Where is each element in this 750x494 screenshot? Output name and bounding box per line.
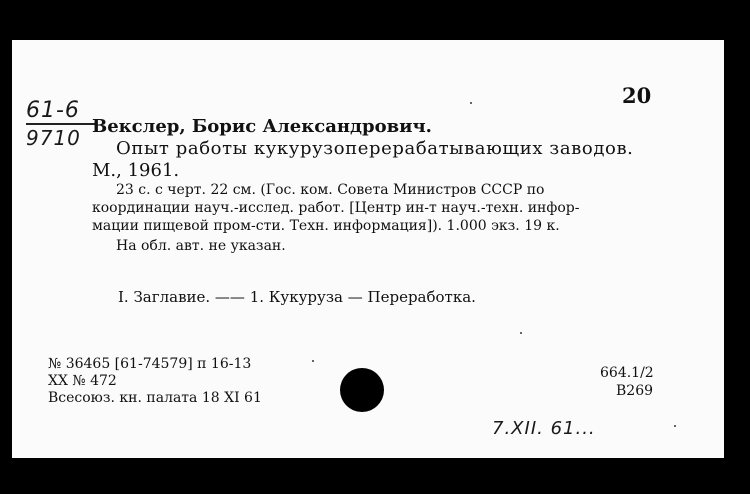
ink-speck	[312, 360, 314, 362]
punch-hole	[340, 368, 384, 412]
catalog-card	[12, 40, 724, 458]
ink-speck	[520, 332, 522, 334]
registry-line: XX № 472	[48, 373, 117, 389]
imprint-line: М., 1961.	[92, 160, 180, 181]
udc-classification: 664.1/2	[600, 365, 654, 381]
description-line: мации пищевой пром-сти. Техн. информация]). 1.000 экз. 19 к.	[92, 218, 560, 234]
tracing-line: I. Заглавие. —— 1. Кукуруза — Переработка.	[118, 288, 476, 306]
card-number: 20	[622, 83, 652, 108]
ink-speck	[470, 102, 472, 104]
title-line: Опыт работы кукурузоперерабатывающих заводов.	[116, 138, 634, 159]
description-line: координации науч.-исслед. работ. [Центр ин-т науч.-техн. инфор-	[92, 200, 580, 216]
handwritten-note: 7.XII. 61...	[492, 418, 596, 439]
author-heading: Векслер, Борис Александрович.	[92, 116, 432, 137]
registry-line: № 36465 [61-74579] п 16-13	[48, 356, 252, 372]
description-line: 23 с. с черт. 22 см. (Гос. ком. Совета Министров СССР по	[116, 182, 545, 198]
publisher-line: Всесоюз. кн. палата 18 XI 61	[48, 390, 262, 406]
call-number-divider	[26, 123, 96, 125]
call-number-top: 61-6	[26, 98, 80, 123]
author-mark: В269	[616, 383, 654, 399]
note-line: На обл. авт. не указан.	[116, 238, 286, 254]
ink-speck	[674, 425, 676, 427]
call-number-bottom: 9710	[26, 126, 81, 150]
